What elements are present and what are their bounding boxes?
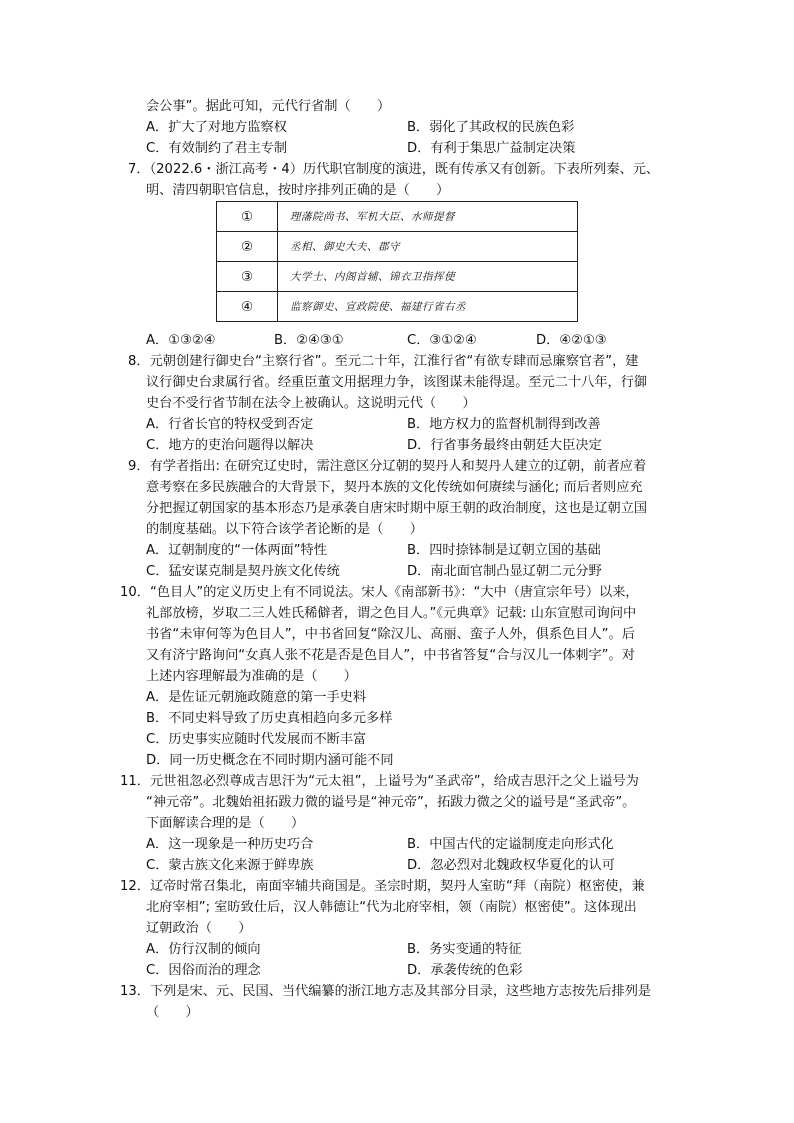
q9-option-d: D．南北面官制凸显辽朝二元分野	[407, 564, 602, 579]
q8-stem-line-3: 史台不受行省节制在法令上被确认。这说明元代（ ）	[146, 396, 476, 411]
q10-option-d: D．同一历史概念在不同时期内涵可能不同	[146, 753, 394, 768]
q7-stem-line-2: 明、清四朝职官信息，按时序排列正确的是（ ）	[146, 183, 450, 198]
q11-option-d: D．忽必烈对北魏政权华夏化的认可	[407, 858, 615, 873]
q12-stem-line-3: 辽朝政治（ ）	[146, 921, 252, 936]
table-cell-officials: 大学士、内阁首辅、锦衣卫指挥使	[278, 262, 578, 292]
table-cell-officials: 丞相、御史大夫、郡守	[278, 232, 578, 262]
q10-stem-line-3: 书省“未审何等为色目人”，中书省回复“除汉儿、高丽、蛮子人外，俱系色目人”。后	[146, 627, 635, 642]
q9-option-b: B．四时捺钵制是辽朝立国的基础	[407, 543, 601, 558]
q10-stem-line-5: 上述内容理解最为准确的是（ ）	[146, 669, 357, 684]
q11-option-b: B．中国古代的定谥制度走向形式化	[407, 837, 614, 852]
q10-stem-line-1: 10．“色目人”的定义历史上有不同说法。宋人《南部新书》：“大中（唐宣宗年号）以来，	[120, 585, 639, 600]
table-cell-officials: 理藩院尚书、军机大臣、水师提督	[278, 202, 578, 232]
q8-option-b: B．地方权力的监督机制得到改善	[407, 417, 601, 432]
q12-stem-line-1: 12．辽帝时常召集北，南面宰辅共商国是。圣宗时期，契丹人室昉“拜（南院）枢密使，兼	[120, 879, 645, 894]
q8-option-c: C．地方的吏治问题得以解决	[146, 438, 314, 453]
table-row	[217, 202, 578, 232]
q9-stem-line-3: 分把握辽朝国家的基本形态乃是承袭自唐宋时期中原王朝的政治制度，这也是辽朝立国	[146, 501, 648, 516]
q7-option-d: D．④②①③	[536, 333, 607, 348]
q11-stem-line-1: 11．元世祖忽必烈尊成吉思汗为“元太祖”，上谥号为“圣武帝”，给成吉思汗之父上谥号为	[120, 774, 639, 789]
table-row	[217, 292, 578, 322]
q10-option-a: A．是佐证元朝施政随意的第一手史料	[146, 690, 367, 705]
q6-option-d: D．有利于集思广益制定决策	[407, 141, 576, 156]
table-cell-number: ①	[217, 202, 278, 232]
q8-option-a: A．行省长官的特权受到否定	[146, 417, 314, 432]
q8-stem-line-2: 议行御史台隶属行省。经重臣董文用据理力争，该图谋未能得逞。至元二十八年，行御	[146, 375, 648, 390]
q12-option-c: C．因俗而治的理念	[146, 963, 261, 978]
q10-option-c: C．历史事实应随时代发展而不断丰富	[146, 732, 367, 747]
q11-stem-line-3: 下面解读合理的是（ ）	[146, 816, 305, 831]
q12-option-b: B．务实变通的特征	[407, 942, 522, 957]
q13-stem-line-2: （ ）	[146, 1005, 199, 1020]
q8-option-d: D．行省事务最终由朝廷大臣决定	[407, 438, 602, 453]
q9-option-a: A．辽朝制度的“一体两面”特性	[146, 543, 327, 558]
q13-stem-line-1: 13．下列是宋、元、民国、当代编纂的浙江地方志及其部分目录，这些地方志按先后排列是	[120, 984, 652, 999]
q10-stem-line-2: 礼部放榜，岁取二三人姓氏稀僻者，谓之色目人。”《元典章》记载: 山东宣慰司询问中	[146, 606, 637, 621]
q11-option-a: A．这一现象是一种历史巧合	[146, 837, 314, 852]
q7-option-a: A．①③②④	[146, 333, 216, 348]
q7-officials-table	[216, 201, 578, 322]
q8-stem-line-1: 8．元朝创建行御史台“主察行省”。至元二十年，江淮行省“有欲专肆而忌廉察官者”，建	[128, 354, 639, 369]
table-cell-number: ②	[217, 232, 278, 262]
q9-option-c: C．猛安谋克制是契丹族文化传统	[146, 564, 340, 579]
q6-option-a: A．扩大了对地方监察权	[146, 120, 287, 135]
q11-stem-line-2: “神元帝”。北魏始祖拓跋力微的谥号是“神元帝”，拓跋力微之父的谥号是“圣武帝”。	[146, 795, 636, 810]
table-cell-number: ④	[217, 292, 278, 322]
q11-option-c: C．蒙古族文化来源于鲜卑族	[146, 858, 314, 873]
q9-stem-line-4: 的制度基础。以下符合该学者论断的是（ ）	[146, 522, 423, 537]
q12-stem-line-2: 北府宰相”; 室昉致仕后，汉人韩德让“代为北府宰相，领（南院）枢密使”。这体现出	[146, 900, 637, 915]
table-cell-officials: 监察御史、宣政院使、福建行省右丞	[278, 292, 578, 322]
q10-stem-line-4: 又有济宁路询问“女真人张不花是否是色目人”，中书省答复“合与汉儿一体刺字”。对	[146, 648, 635, 663]
q9-stem-line-1: 9．有学者指出: 在研究辽史时，需注意区分辽朝的契丹人和契丹人建立的辽朝，前者应着	[128, 459, 647, 474]
q9-stem-line-2: 意考察在多民族融合的大背景下，契丹本族的文化传统如何赓续与涵化; 而后者则应充	[146, 480, 643, 495]
q10-option-b: B．不同史料导致了历史真相趋向多元多样	[146, 711, 393, 726]
q6-option-c: C．有效制约了君主专制	[146, 141, 288, 156]
q12-option-d: D．承袭传统的色彩	[407, 963, 523, 978]
table-row	[217, 232, 578, 262]
q12-option-a: A．仿行汉制的倾向	[146, 942, 261, 957]
q6-stem-tail: 会公事”。据此可知，元代行省制（ ）	[146, 99, 391, 114]
q7-stem-line-1: 7．（2022.6・浙江高考・4）历代职官制度的演进，既有传承又有创新。下表所列秦、元、	[128, 162, 660, 177]
table-row	[217, 262, 578, 292]
q7-option-b: B．②④③①	[274, 333, 344, 348]
q6-option-b: B．弱化了其政权的民族色彩	[407, 120, 575, 135]
table-cell-number: ③	[217, 262, 278, 292]
q7-option-c: C．③①②④	[407, 333, 477, 348]
